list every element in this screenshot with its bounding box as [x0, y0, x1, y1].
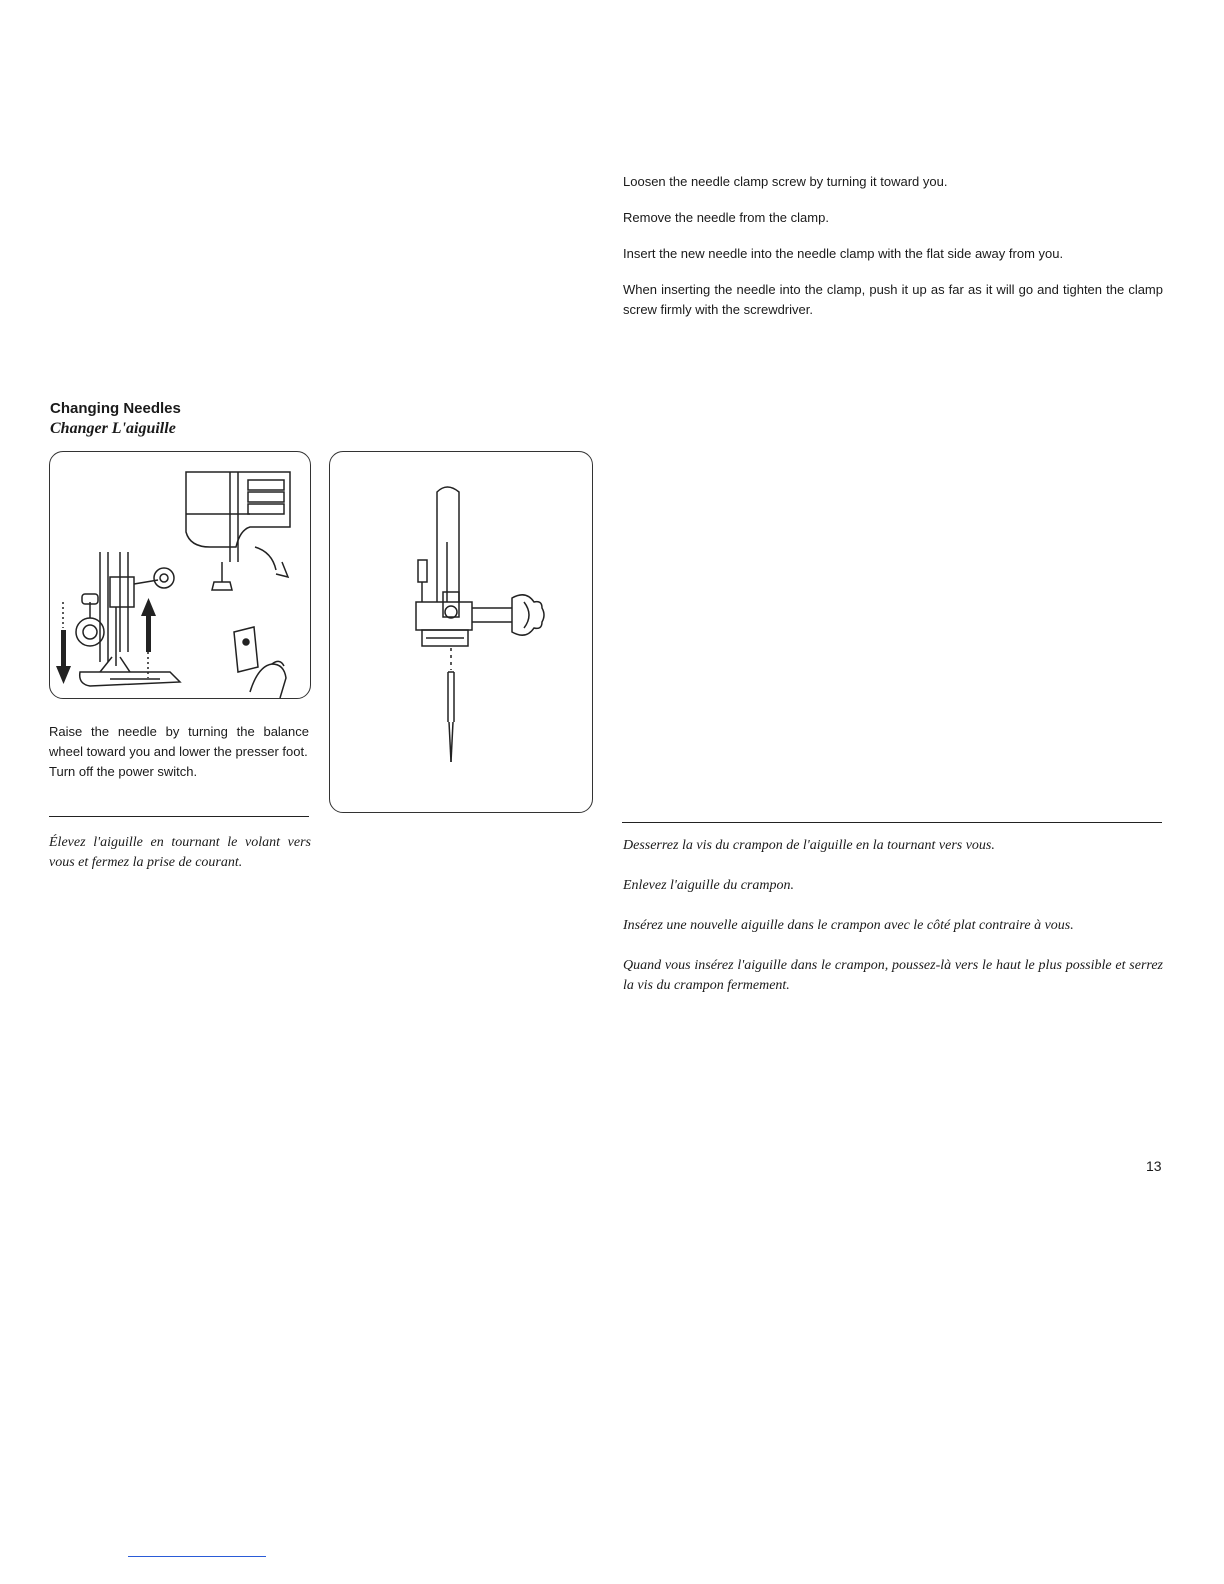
- balance-wheel-figure: [49, 451, 311, 699]
- bottom-divider: [128, 1556, 266, 1557]
- divider-right: [622, 822, 1162, 823]
- instruction-en-2: Remove the needle from the clamp.: [623, 210, 829, 225]
- instruction-en-1: Loosen the needle clamp screw by turning it toward you.: [623, 174, 948, 189]
- caption-power-switch: Turn off the power switch.: [49, 764, 198, 779]
- page-number: 13: [1146, 1158, 1162, 1174]
- section-title-en: Changing Needles: [50, 400, 181, 417]
- instruction-fr-4: Quand vous insérez l'aiguille dans le crampon, poussez-là vers le haut le plus possible et serrez la vis du crampon fermement.: [623, 958, 1163, 993]
- section-title-fr: Changer L'aiguille: [50, 420, 176, 437]
- sewing-machine-icon: [50, 452, 310, 698]
- divider-left: [49, 816, 309, 817]
- caption-fr: Élevez l'aiguille en tournant le volant vers vous et fermez la prise de courant.: [49, 835, 311, 870]
- instruction-fr-3: Insérez une nouvelle aiguille dans le crampon avec le côté plat contraire à vous.: [623, 918, 1074, 933]
- caption-raise-needle: Raise the needle by turning the balance wheel toward you and lower the presser foot.: [49, 724, 309, 759]
- instruction-fr-1: Desserrez la vis du crampon de l'aiguille en la tournant vers vous.: [623, 838, 995, 853]
- left-caption: [49, 722, 309, 782]
- needle-clamp-figure: [329, 451, 593, 813]
- needle-clamp-icon: [330, 452, 592, 812]
- instruction-en-4: When inserting the needle into the clamp, push it up as far as it will go and tighten the clamp screw firmly with the screwdriver.: [623, 282, 1163, 317]
- instruction-en-3: Insert the new needle into the needle clamp with the flat side away from you.: [623, 246, 1064, 261]
- instruction-fr-2: Enlevez l'aiguille du crampon.: [623, 878, 794, 893]
